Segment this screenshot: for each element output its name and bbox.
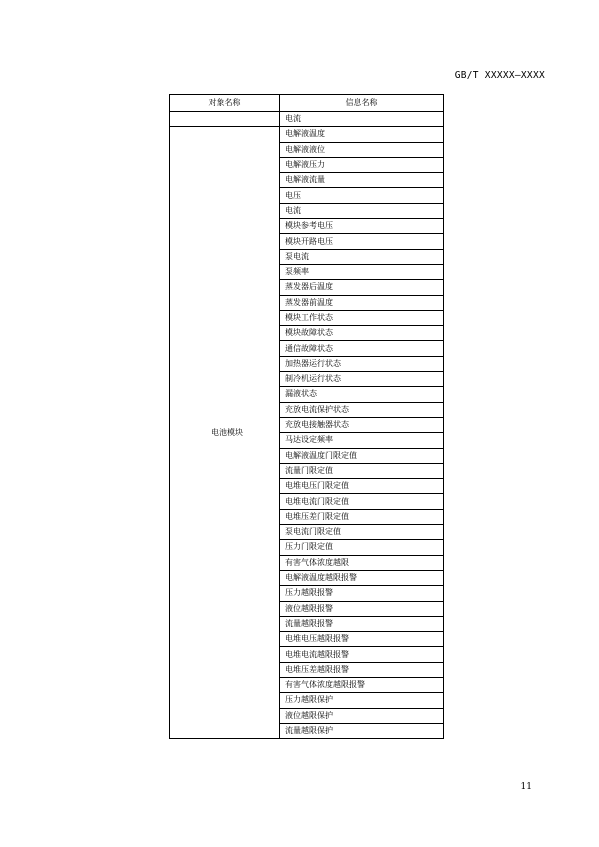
info-name-cell: 有害气体浓度越限报警 xyxy=(280,677,444,692)
info-name-cell: 有害气体浓度越限 xyxy=(280,555,444,570)
info-name-cell: 电解液温度 xyxy=(280,127,444,142)
info-name-cell: 泵频率 xyxy=(280,264,444,279)
info-table xyxy=(169,94,444,739)
info-name-cell: 加热器运行状态 xyxy=(280,356,444,371)
info-name-cell: 模块工作状态 xyxy=(280,310,444,325)
object-name-cell: 电池模块 xyxy=(170,127,280,739)
info-name-cell: 电堆压差越限报警 xyxy=(280,662,444,677)
info-name-cell: 充放电接触器状态 xyxy=(280,417,444,432)
info-name-cell: 电解液压力 xyxy=(280,157,444,172)
info-name-cell: 电解液液位 xyxy=(280,142,444,157)
info-name-cell: 电堆电流越限报警 xyxy=(280,647,444,662)
info-name-cell: 模块开路电压 xyxy=(280,234,444,249)
info-name-cell: 电堆电流门限定值 xyxy=(280,494,444,509)
info-name-cell: 泵电流 xyxy=(280,249,444,264)
column-header-object: 对象名称 xyxy=(170,95,280,112)
info-name-cell: 流量越限保护 xyxy=(280,723,444,738)
table-body xyxy=(170,112,444,739)
document-standard-code: GB/T XXXXX—XXXX xyxy=(454,70,545,81)
object-name-cell xyxy=(170,112,280,127)
info-table-container xyxy=(169,94,443,739)
info-name-cell: 蒸发器前温度 xyxy=(280,295,444,310)
info-name-cell: 压力门限定值 xyxy=(280,540,444,555)
info-name-cell: 电流 xyxy=(280,203,444,218)
info-name-cell: 流量门限定值 xyxy=(280,463,444,478)
info-name-cell: 电堆电压越限报警 xyxy=(280,632,444,647)
info-name-cell: 马达设定频率 xyxy=(280,433,444,448)
info-name-cell: 液位越限报警 xyxy=(280,601,444,616)
info-name-cell: 电压 xyxy=(280,188,444,203)
info-name-cell: 电堆电压门限定值 xyxy=(280,479,444,494)
info-name-cell: 液位越限保护 xyxy=(280,708,444,723)
info-name-cell: 电流 xyxy=(280,112,444,127)
table-row xyxy=(170,127,444,142)
info-name-cell: 流量越限报警 xyxy=(280,616,444,631)
info-name-cell: 电解液温度越限报警 xyxy=(280,570,444,585)
info-name-cell: 制冷机运行状态 xyxy=(280,372,444,387)
table-row xyxy=(170,112,444,127)
info-name-cell: 电堆压差门限定值 xyxy=(280,509,444,524)
page-number: 11 xyxy=(520,782,532,792)
info-name-cell: 通信故障状态 xyxy=(280,341,444,356)
info-name-cell: 泵电流门限定值 xyxy=(280,525,444,540)
info-name-cell: 模块故障状态 xyxy=(280,326,444,341)
info-name-cell: 漏液状态 xyxy=(280,387,444,402)
info-name-cell: 电解液流量 xyxy=(280,173,444,188)
table-header-row xyxy=(170,95,444,112)
info-name-cell: 电解液温度门限定值 xyxy=(280,448,444,463)
info-name-cell: 蒸发器后温度 xyxy=(280,280,444,295)
column-header-info: 信息名称 xyxy=(280,95,444,112)
info-name-cell: 模块参考电压 xyxy=(280,219,444,234)
info-name-cell: 压力越限保护 xyxy=(280,693,444,708)
info-name-cell: 充放电流保护状态 xyxy=(280,402,444,417)
info-name-cell: 压力越限报警 xyxy=(280,586,444,601)
